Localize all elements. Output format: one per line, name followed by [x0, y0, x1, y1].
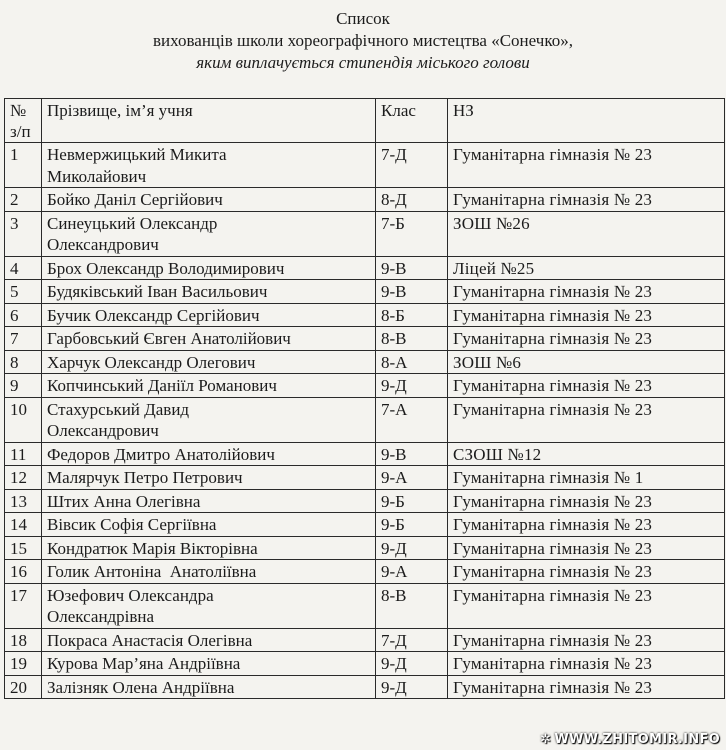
student-name-line-1: Невмержицький Микита: [47, 145, 227, 164]
row-number: 8: [5, 350, 42, 374]
student-name: [42, 675, 376, 699]
table-row: [5, 675, 725, 699]
row-number: 18: [5, 628, 42, 652]
watermark-text: WWW.ZHITOMIR.INFO: [554, 732, 720, 747]
column-header-number-line-1: №: [10, 101, 27, 120]
student-name: [42, 652, 376, 676]
row-number: 3: [5, 211, 42, 256]
student-class: 8-А: [376, 350, 448, 374]
student-name-line-1: Вівсик Софія Сергіївна: [47, 515, 217, 534]
student-name-line-1: Залізняк Олена Андріївна: [47, 677, 235, 697]
student-school: Гуманітарна гімназія № 23: [448, 303, 725, 327]
student-class: 9-Д: [376, 675, 448, 699]
row-number: 4: [5, 256, 42, 280]
student-class: 8-Б: [376, 303, 448, 327]
student-school: Гуманітарна гімназія № 23: [448, 675, 725, 699]
student-school: Гуманітарна гімназія № 23: [448, 327, 725, 351]
student-class: 8-В: [376, 327, 448, 351]
student-name-line-1: Бойко Даніл Сергійович: [47, 190, 223, 209]
student-name: [42, 303, 376, 327]
table-row: [5, 489, 725, 513]
student-class: 7-Б: [376, 211, 448, 256]
table-row: [5, 536, 725, 560]
column-header-number-line-2: з/п: [10, 122, 31, 141]
table-row: [5, 143, 725, 188]
table-row: [5, 350, 725, 374]
student-name-line-1: Штих Анна Олегівна: [47, 491, 201, 511]
student-class: 9-А: [376, 560, 448, 584]
student-class: 9-Д: [376, 536, 448, 560]
student-class: 7-А: [376, 397, 448, 442]
student-name: [42, 628, 376, 652]
student-school: Ліцей №25: [448, 256, 725, 280]
document-header: [0, 8, 726, 74]
student-name-line-2: Миколайович: [47, 166, 147, 186]
student-name-line-1: Брох Олександр Володимирович: [47, 258, 285, 278]
student-school: Гуманітарна гімназія № 23: [448, 280, 725, 304]
table-header-row: [5, 99, 725, 143]
student-name: [42, 188, 376, 212]
table-row: [5, 652, 725, 676]
student-name: [42, 466, 376, 490]
student-name: [42, 256, 376, 280]
table-row: [5, 628, 725, 652]
table-row: [5, 280, 725, 304]
student-name: [42, 143, 376, 188]
student-name-line-1: Синеуцький Олександр: [47, 213, 218, 233]
student-name: [42, 374, 376, 398]
table-row: [5, 374, 725, 398]
document-subtitle-line-2: яким виплачується стипендія міського голови: [196, 53, 530, 72]
row-number: 7: [5, 327, 42, 351]
student-name: [42, 583, 376, 628]
student-name-line-2: Олександрович: [47, 421, 159, 440]
student-school: Гуманітарна гімназія № 23: [448, 143, 725, 188]
row-number: 5: [5, 280, 42, 304]
student-name: [42, 211, 376, 256]
student-school: Гуманітарна гімназія № 23: [448, 188, 725, 212]
column-header-number: [5, 99, 42, 143]
row-number: 11: [5, 442, 42, 466]
student-name: [42, 513, 376, 537]
student-school: ЗОШ №26: [448, 211, 725, 256]
student-name-line-1: Гарбовський Євген Анатолійович: [47, 329, 291, 348]
student-class: 8-В: [376, 583, 448, 628]
zhitomir-logo-icon: ✲: [540, 732, 552, 747]
column-header-school: НЗ: [448, 99, 725, 143]
row-number: 19: [5, 652, 42, 676]
student-class: 9-В: [376, 442, 448, 466]
row-number: 16: [5, 560, 42, 584]
row-number: 20: [5, 675, 42, 699]
row-number: 6: [5, 303, 42, 327]
student-school: Гуманітарна гімназія № 23: [448, 374, 725, 398]
site-watermark: [540, 732, 720, 747]
student-school: СЗОШ №12: [448, 442, 725, 466]
student-name: [42, 536, 376, 560]
student-class: 9-В: [376, 280, 448, 304]
student-name: [42, 327, 376, 351]
table-row: [5, 188, 725, 212]
students-table: [4, 98, 725, 699]
student-name: [42, 280, 376, 304]
student-name: [42, 350, 376, 374]
student-name-line-1: Покраса Анастасія Олегівна: [47, 630, 253, 650]
column-header-name: Прізвище, ім’я учня: [42, 99, 376, 143]
student-class: 9-Б: [376, 489, 448, 513]
row-number: 13: [5, 489, 42, 513]
student-name-line-1: Кондратюк Марія Вікторівна: [47, 538, 258, 558]
student-class: 9-Б: [376, 513, 448, 537]
row-number: 17: [5, 583, 42, 628]
student-class: 9-В: [376, 256, 448, 280]
student-class: 9-А: [376, 466, 448, 490]
student-name-line-1: Стахурський Давид: [47, 399, 190, 419]
row-number: 2: [5, 188, 42, 212]
student-name: [42, 442, 376, 466]
table-row: [5, 442, 725, 466]
row-number: 15: [5, 536, 42, 560]
student-school: ЗОШ №6: [448, 350, 725, 374]
table-row: [5, 303, 725, 327]
student-name-line-2: Олександрович: [47, 235, 159, 254]
student-name-line-1: Юзефович Олександра: [47, 585, 214, 605]
table-row: [5, 560, 725, 584]
student-name-line-1: Будяківський Іван Васильович: [47, 282, 268, 301]
row-number: 14: [5, 513, 42, 537]
student-name-line-1: Федоров Дмитро Анатолійович: [47, 444, 275, 464]
student-name-line-1: Малярчук Петро Петрович: [47, 468, 243, 487]
student-school: Гуманітарна гімназія № 23: [448, 560, 725, 584]
table-row: [5, 466, 725, 490]
table-row: [5, 211, 725, 256]
row-number: 9: [5, 374, 42, 398]
row-number: 12: [5, 466, 42, 490]
document-title: Список: [336, 9, 390, 28]
student-class: 9-Д: [376, 652, 448, 676]
row-number: 1: [5, 143, 42, 188]
student-school: Гуманітарна гімназія № 23: [448, 489, 725, 513]
student-school: Гуманітарна гімназія № 23: [448, 628, 725, 652]
student-class: 8-Д: [376, 188, 448, 212]
table-row: [5, 583, 725, 628]
document-subtitle-line-1: вихованців школи хореографічного мистецтва «Сонечко»,: [153, 31, 573, 50]
student-school: Гуманітарна гімназія № 23: [448, 513, 725, 537]
table-row: [5, 397, 725, 442]
student-name: [42, 489, 376, 513]
student-school: Гуманітарна гімназія № 23: [448, 583, 725, 628]
row-number: 10: [5, 397, 42, 442]
student-name: [42, 560, 376, 584]
student-school: Гуманітарна гімназія № 1: [448, 466, 725, 490]
student-class: 9-Д: [376, 374, 448, 398]
table-row: [5, 327, 725, 351]
student-name-line-2: Олександрівна: [47, 607, 155, 626]
student-school: Гуманітарна гімназія № 23: [448, 397, 725, 442]
student-name-line-1: Голик Антоніна Анатоліївна: [47, 562, 257, 581]
table-row: [5, 256, 725, 280]
student-name-line-1: Копчинський Даніїл Романович: [47, 376, 277, 395]
table-row: [5, 513, 725, 537]
student-name-line-1: Харчук Олександр Олегович: [47, 352, 256, 372]
student-school: Гуманітарна гімназія № 23: [448, 652, 725, 676]
student-school: Гуманітарна гімназія № 23: [448, 536, 725, 560]
student-class: 7-Д: [376, 143, 448, 188]
student-name-line-1: Бучик Олександр Сергійович: [47, 305, 260, 325]
student-name: [42, 397, 376, 442]
student-name-line-1: Курова Мар’яна Андріївна: [47, 654, 241, 673]
column-header-class: Клас: [376, 99, 448, 143]
student-class: 7-Д: [376, 628, 448, 652]
